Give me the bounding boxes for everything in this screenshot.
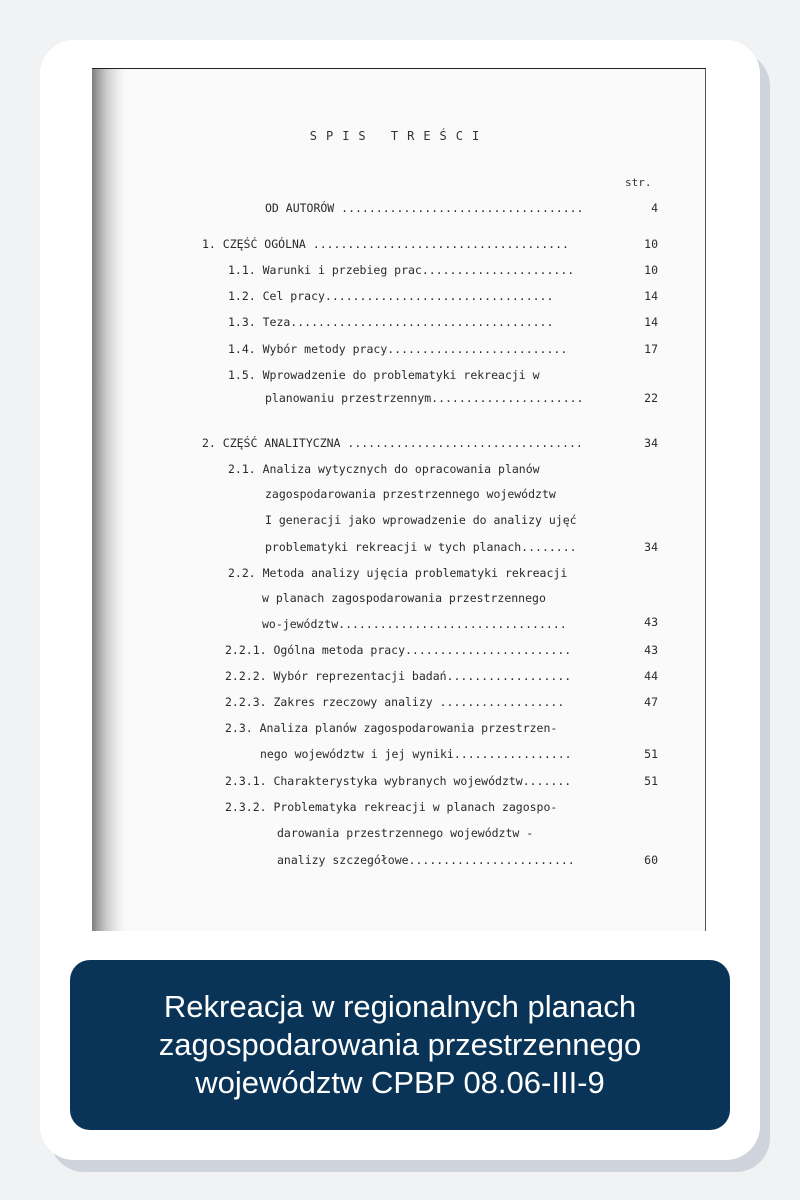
toc-page-number: 10 [644, 237, 658, 251]
toc-entry: 2.3.1. Charakterystyka wybranych województw....... [225, 774, 572, 788]
toc-entry: I generacji jako wprowadzenie do analizy ujęć [265, 513, 577, 527]
toc-page-number: 43 [644, 615, 658, 629]
toc-entry: 1.4. Wybór metody pracy.......................... [228, 342, 568, 356]
toc-entry: nego województw i jej wyniki................. [260, 747, 572, 761]
toc-entry: 1.1. Warunki i przebieg prac...................... [228, 263, 575, 277]
toc-page-number: 10 [644, 263, 658, 277]
toc-entry: 2.2.3. Zakres rzeczowy analizy .................. [225, 695, 565, 709]
toc-page-number: 14 [644, 315, 658, 329]
toc-page-number: 51 [644, 774, 658, 788]
toc-entry: 1.3. Teza...................................... [228, 315, 554, 329]
toc-entry: problematyki rekreacji w tych planach........ [265, 540, 577, 554]
toc-entry: zagospodarowania przestrzennego województw [265, 487, 556, 501]
toc-entry: darowania przestrzennego województw - [277, 826, 534, 840]
toc-entry: 2.3.2. Problematyka rekreacji w planach zagospo- [225, 800, 558, 814]
toc-entry: 2.2.2. Wybór reprezentacji badań.................. [225, 669, 572, 683]
toc-entry: 2.2.1. Ogólna metoda pracy........................ [225, 643, 572, 657]
toc-page-number: 60 [644, 853, 658, 867]
toc-page-number: 17 [644, 342, 658, 356]
toc-entry: planowaniu przestrzennym...................... [265, 391, 584, 405]
toc-page-number: 43 [644, 643, 658, 657]
toc-title: SPIS TREŚCI [309, 129, 489, 143]
toc-page-number: 14 [644, 289, 658, 303]
toc-entry: 2.3. Analiza planów zagospodarowania przestrzen- [225, 721, 558, 735]
toc-page-number: 51 [644, 747, 658, 761]
toc-page-number: 47 [644, 695, 658, 709]
toc-page-number: 34 [644, 436, 658, 450]
toc-entry: 2. CZĘŚĆ ANALITYCZNA .................................. [202, 436, 583, 450]
toc-entry: 2.1. Analiza wytycznych do opracowania planów [228, 462, 540, 476]
toc-page-number: 4 [651, 201, 658, 215]
toc-entry: 1.2. Cel pracy................................. [228, 289, 554, 303]
page-column-label: str. [625, 176, 652, 189]
caption-title: Rekreacja w regionalnych planach zagospodarowania przestrzennego województw CPBP 08.06-III-9 [158, 989, 642, 1100]
table-of-contents [92, 69, 706, 931]
caption-banner [70, 960, 730, 1130]
toc-page-number: 44 [644, 669, 658, 683]
toc-entry: OD AUTORÓW ................................... [265, 201, 584, 215]
toc-entry: w planach zagospodarowania przestrzennego [262, 591, 546, 605]
toc-entry: 1.5. Wprowadzenie do problematyki rekreacji w [228, 368, 540, 382]
toc-page-number: 22 [644, 391, 658, 405]
toc-entry: 2.2. Metoda analizy ujęcia problematyki rekreacji [228, 566, 568, 580]
toc-entry: analizy szczegółowe........................ [277, 853, 575, 867]
toc-page-number: 34 [644, 540, 658, 554]
scanned-page [92, 68, 706, 931]
toc-entry: wo-jewództw................................. [262, 617, 567, 631]
toc-entry: 1. CZĘŚĆ OGÓLNA ..................................... [202, 237, 569, 251]
